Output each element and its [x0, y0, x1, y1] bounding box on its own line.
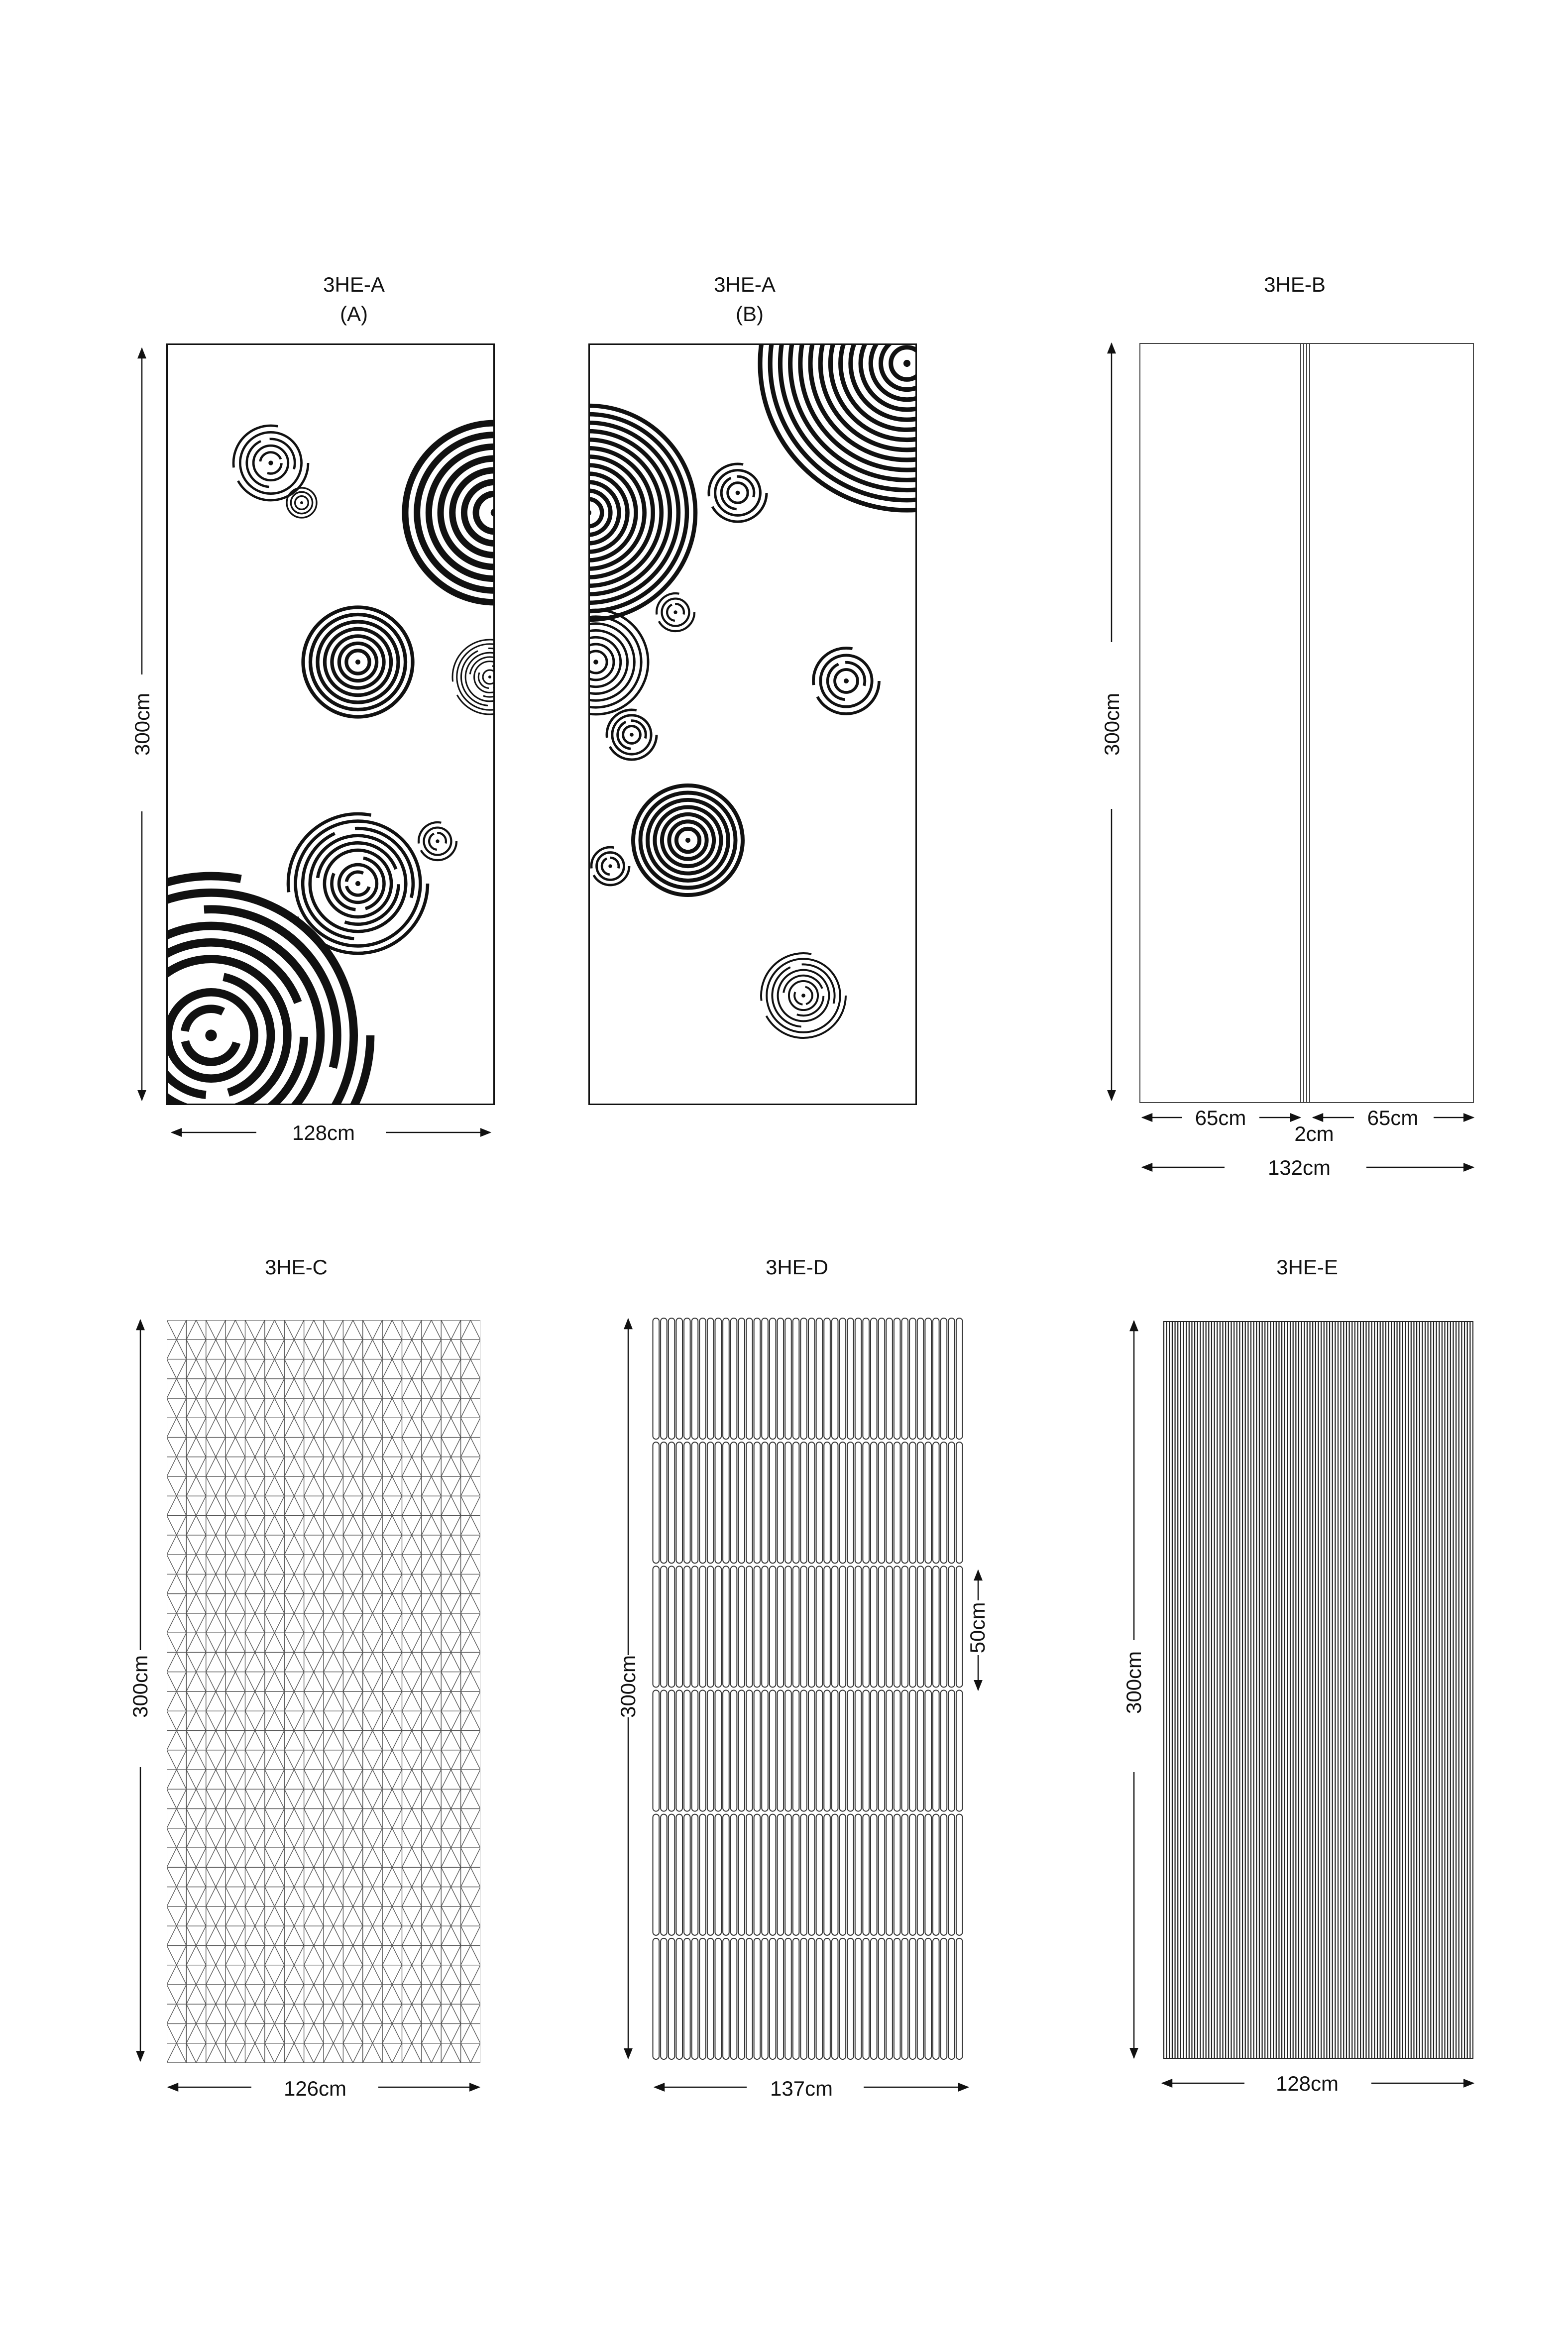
width-label: 128cm [292, 1121, 355, 1144]
vertical-line-pattern [1164, 1321, 1473, 2059]
panel-code: 3HE-A [323, 273, 385, 296]
height-label: 300cm [1100, 692, 1123, 756]
height-label: 300cm [130, 692, 154, 756]
center-split-lines [1301, 343, 1310, 1103]
panel-3he-e [1122, 1255, 1473, 2095]
width-label: 128cm [1275, 2072, 1339, 2095]
circle-pattern-a [52, 344, 584, 1195]
height-label: 300cm [1122, 1651, 1145, 1714]
left-width-label: 65cm [1195, 1106, 1246, 1129]
panel-3he-b [1100, 273, 1473, 1179]
triangle-lattice-pattern [167, 1320, 480, 2063]
panel-code: 3HE-C [264, 1255, 328, 1279]
panel-code: 3HE-D [765, 1255, 829, 1279]
panel-3he-d [616, 1255, 989, 2100]
panel-variant: (B) [736, 302, 764, 326]
gap-label: 2cm [1294, 1122, 1334, 1145]
module-height-label: 50cm [966, 1602, 989, 1654]
panel-variant: (A) [340, 302, 368, 326]
panel-code: 3HE-B [1264, 273, 1326, 296]
total-width-label: 132cm [1267, 1156, 1331, 1179]
width-label: 126cm [283, 2077, 347, 2100]
height-label: 300cm [128, 1655, 152, 1718]
panel-3he-c [128, 1255, 480, 2100]
panel-code: 3HE-A [714, 273, 776, 296]
circle-pattern-b [481, 217, 1054, 1105]
panel-3he-a-b [481, 217, 1054, 1105]
width-label: 137cm [770, 2077, 833, 2100]
rounded-slat-pattern [653, 1318, 963, 2059]
height-label: 300cm [616, 1655, 640, 1718]
panel-code: 3HE-E [1276, 1255, 1338, 1279]
right-width-label: 65cm [1367, 1106, 1419, 1129]
panel-3he-a-a [52, 273, 584, 1195]
